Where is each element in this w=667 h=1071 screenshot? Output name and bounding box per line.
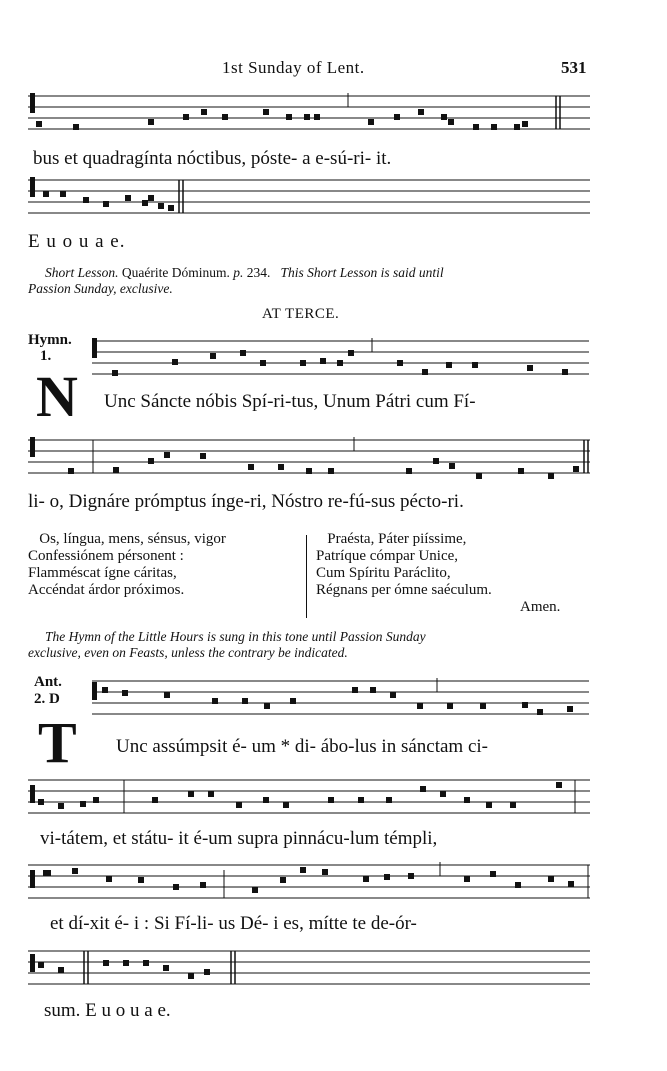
short-lesson-incipit: Quaérite Dóminum. bbox=[121, 265, 230, 280]
amen: Amen. bbox=[520, 599, 561, 615]
staff-1 bbox=[28, 93, 590, 138]
staff-8 bbox=[28, 948, 590, 993]
lyric-line: bus et quadragínta nóctibus, póste- a e-sú-ri- it. bbox=[33, 148, 392, 169]
section-heading: AT TERCE. bbox=[262, 306, 340, 322]
hymn-rubric-line2: exclusive, even on Feasts, unless the contrary be indicated. bbox=[28, 645, 348, 660]
neume-icon bbox=[28, 948, 590, 993]
short-lesson-label: Short Lesson. bbox=[45, 265, 119, 280]
lyric-line: et dí-xit é- i : Si Fí-li- us Dé- i es, mítte te de-ór- bbox=[50, 913, 417, 934]
column-divider bbox=[306, 535, 307, 618]
short-lesson-page: 234. bbox=[246, 265, 271, 280]
staff-2 bbox=[28, 177, 590, 222]
hymn-stanza-left: Os, língua, mens, sénsus, vigor Confessiónem pérsonent : Flamméscat ígne cáritas, Accéndat árdor próximos. bbox=[28, 531, 226, 598]
neume-icon bbox=[92, 678, 589, 723]
lyric-line: vi-tátem, et státu- it é-um supra pinnácu-lum témpli, bbox=[40, 828, 438, 849]
neume-icon bbox=[28, 777, 590, 822]
lyric-euouae: sum. E u o u a e. bbox=[44, 1000, 171, 1021]
short-lesson-note-cont: Passion Sunday, exclusive. bbox=[28, 281, 173, 296]
antiphon-label: Ant. bbox=[34, 674, 62, 690]
neume-icon bbox=[28, 437, 590, 482]
c-clef-icon bbox=[30, 437, 35, 457]
short-lesson-note: This Short Lesson is said until bbox=[280, 265, 444, 280]
staff-3 bbox=[92, 338, 589, 383]
neume-icon bbox=[28, 93, 590, 138]
c-clef-icon bbox=[92, 682, 97, 700]
page-number: 531 bbox=[561, 58, 587, 77]
lyric-line: Unc assúmpsit é- um * di- ábo-lus in sánctam ci- bbox=[116, 736, 489, 757]
drop-cap-N: N bbox=[36, 364, 78, 429]
drop-cap-T: T bbox=[38, 710, 77, 775]
running-header: 1st Sunday of Lent. bbox=[222, 58, 365, 77]
lyric-euouae: E u o u a e. bbox=[28, 231, 126, 252]
c-clef-icon bbox=[30, 177, 35, 197]
hymn-rubric-line1: The Hymn of the Little Hours is sung in this tone until Passion Sunday bbox=[45, 629, 426, 644]
staff-5 bbox=[92, 678, 589, 723]
lyric-line: Unc Sáncte nóbis Spí-ri-tus, Unum Pátri cum Fí- bbox=[104, 391, 476, 412]
neume-icon bbox=[28, 177, 590, 222]
neume-icon bbox=[28, 862, 590, 907]
c-clef-icon bbox=[30, 870, 35, 888]
lyric-line: li- o, Dignáre prómptus ínge-ri, Nóstro re-fú-sus pécto-ri. bbox=[28, 491, 464, 512]
c-clef-icon bbox=[30, 954, 35, 972]
antiphon-mode: 2. D bbox=[34, 691, 60, 707]
staff-7 bbox=[28, 862, 590, 907]
hymn-number: 1. bbox=[40, 348, 52, 364]
hymn-stanza-right: Praésta, Páter piíssime, Patríque cómpar Unice, Cum Spíritu Paráclito, Régnans per ómne saéculum. bbox=[316, 531, 492, 598]
short-lesson-p: p. bbox=[233, 265, 244, 280]
neume-icon bbox=[92, 338, 589, 383]
c-clef-icon bbox=[30, 785, 35, 803]
c-clef-icon bbox=[92, 338, 97, 358]
staff-6 bbox=[28, 777, 590, 822]
c-clef-icon bbox=[30, 93, 35, 113]
short-lesson-rubric bbox=[45, 265, 605, 281]
staff-4 bbox=[28, 437, 590, 482]
hymn-label: Hymn. bbox=[28, 332, 72, 348]
